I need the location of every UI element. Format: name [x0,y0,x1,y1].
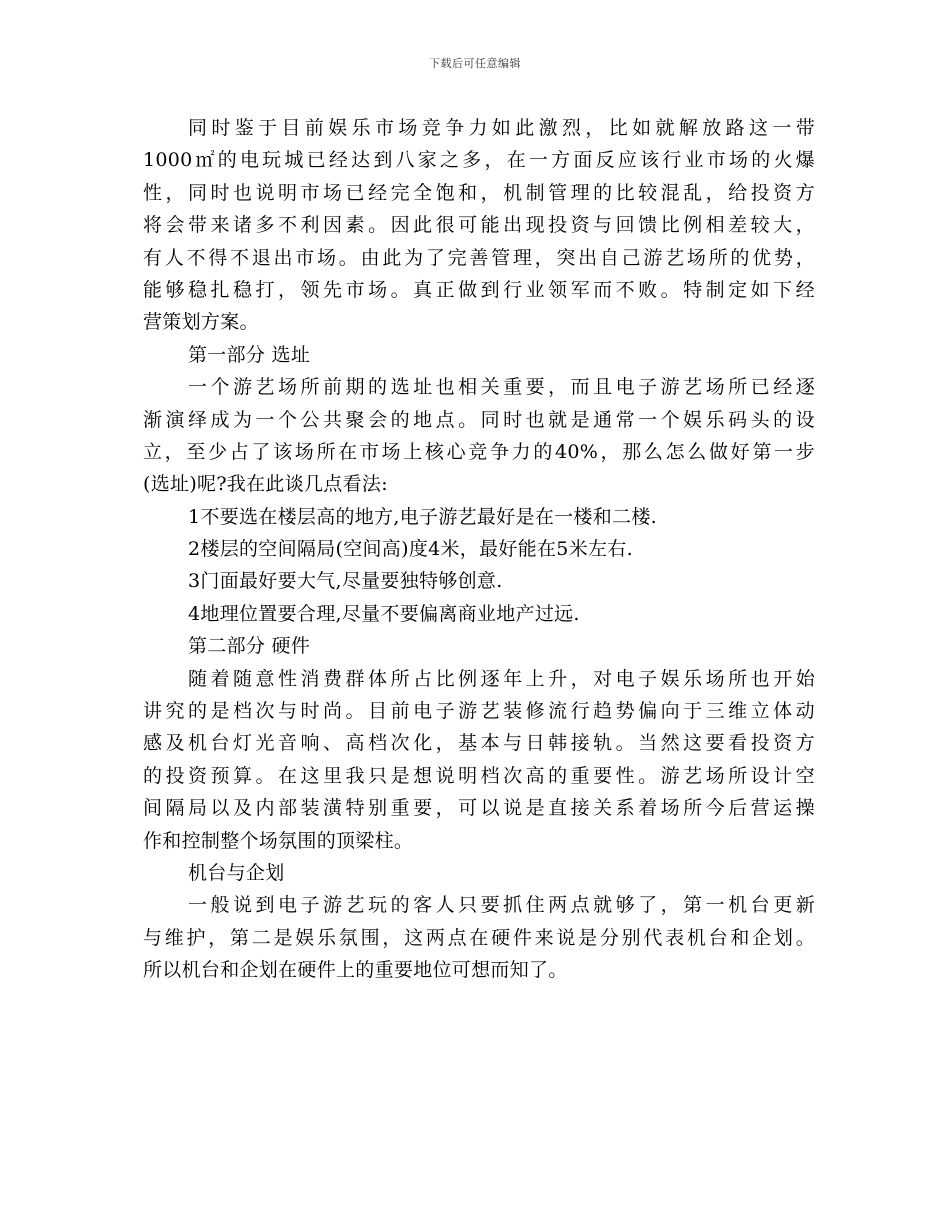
paragraph-line: (选址)呢?我在此谈几点看法: [143,473,388,496]
paragraph-line: 所以机台和企划在硬件上的重要地位可想而知了。 [143,959,568,982]
list-item: 1不要选在楼层高的地方,电子游艺最好是在一楼和二楼. [188,505,657,528]
list-item: 3门面最好要大气,尽量要独特够创意. [188,570,503,593]
paragraph-line: 性，同时也说明市场已经完全饱和，机制管理的比较混乱，给投资方 [143,181,815,204]
paragraph-line: 间隔局以及内部装潢特别重要，可以说是直接关系着场所今后营运操 [143,797,815,820]
paragraph-line: 与维护，第二是娱乐氛围，这两点在硬件来说是分别代表机台和企划。 [143,926,815,949]
paragraph-line: 同时鉴于目前娱乐市场竞争力如此激烈，比如就解放路这一带 [188,117,815,139]
paragraph-line: 立，至少占了该场所在市场上核心竞争力的40%，那么怎么做好第一步 [143,440,815,463]
list-item: 2楼层的空间隔局(空间高)度4米，最好能在5米左右. [188,538,633,561]
paragraph-line: 渐演绎成为一个公共聚会的地点。同时也就是通常一个娱乐码头的设 [143,408,815,431]
paragraph-line: 感及机台灯光音响、高档次化，基本与日韩接轨。当然这要看投资方 [143,732,815,755]
paragraph-line: 随着随意性消费群体所占比例逐年上升，对电子娱乐场所也开始 [188,667,815,690]
paragraph-line: 营策划方案。 [143,311,259,334]
paragraph-line: 有人不得不退出市场。由此为了完善管理，突出自己游艺场所的优势， [143,246,815,269]
paragraph-line: 作和控制整个场氛围的顶梁柱。 [143,829,414,852]
paragraph-line: 1000㎡的电玩城已经达到八家之多，在一方面反应该行业市场的火爆 [143,149,815,172]
paragraph-line: 讲究的是档次与时尚。目前电子游艺装修流行趋势偏向于三维立体动 [143,700,815,723]
page-header: 下载后可任意编辑 [429,57,521,70]
subsection-heading: 机台与企划 [188,861,285,884]
section-heading: 第一部分 选址 [188,343,311,366]
section-heading: 第二部分 硬件 [188,635,311,658]
paragraph-line: 一个游艺场所前期的选址也相关重要，而且电子游艺场所已经逐 [188,376,815,399]
paragraph-line: 一般说到电子游艺玩的客人只要抓住两点就够了，第一机台更新 [188,894,815,917]
document-body [143,112,815,987]
list-item: 4地理位置要合理,尽量不要偏离商业地产过远. [188,602,580,625]
paragraph-line: 能够稳扎稳打，领先市场。真正做到行业领军而不败。特制定如下经 [143,278,815,301]
paragraph-line: 的投资预算。在这里我只是想说明档次高的重要性。游艺场所设计空 [143,764,815,787]
paragraph-line: 将会带来诸多不利因素。因此很可能出现投资与回馈比例相差较大， [143,214,815,237]
